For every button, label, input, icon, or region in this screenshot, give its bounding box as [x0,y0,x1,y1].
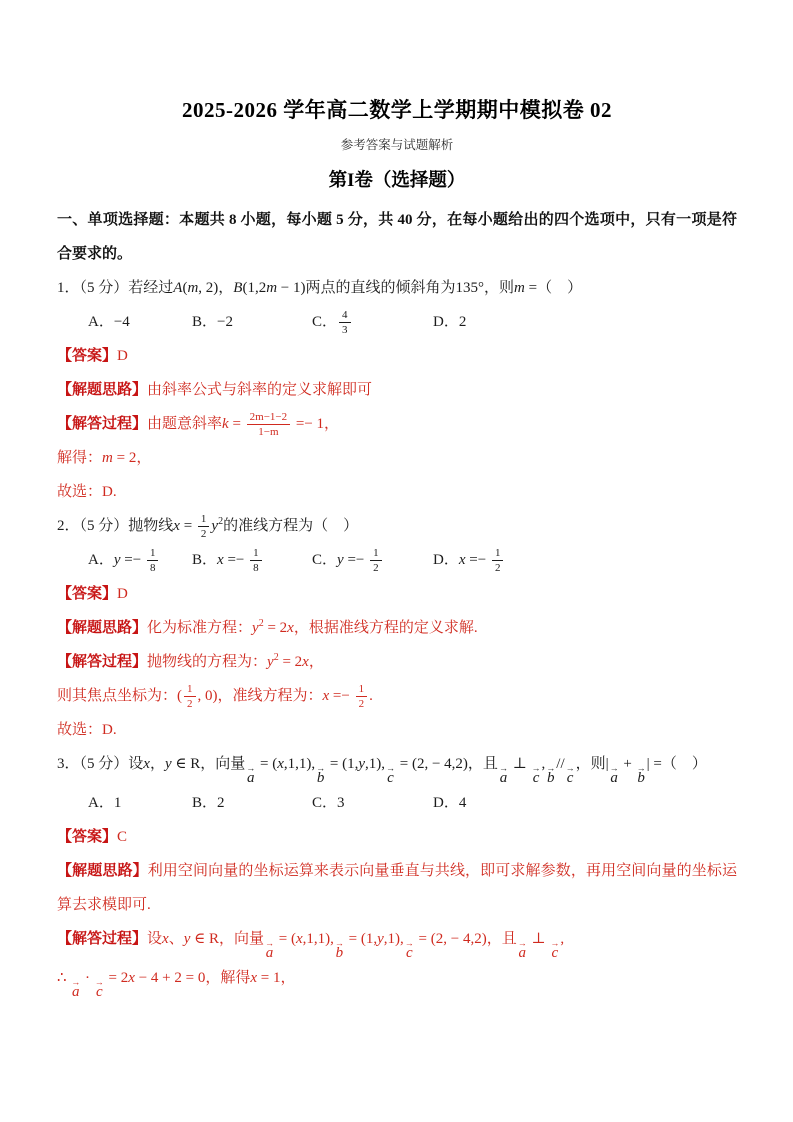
solution-line [57,679,737,713]
option-c: C．3 [312,795,345,811]
section-heading: 第I卷（选择题） [328,171,466,191]
question-block-1 [57,271,737,509]
question-block-3 [57,747,737,1000]
solution-line [57,854,737,922]
answer-line [57,577,737,611]
solution-line [57,961,737,1000]
solution-line [57,713,737,747]
option-d: D．2 [433,314,467,330]
option-a: A．−4 [88,314,130,330]
answer-line [57,820,737,854]
solution-tag: 【解题思路】 [57,620,148,636]
answer-label: 【答案】 [57,586,118,602]
option-a: A．1 [88,795,122,811]
answer-value: C [117,829,128,845]
solution-text: 设x、y ∈ R，向量 → a = (x,1,1), → b = (1,y,1), → c = (2, − 4,2)，且 → a ⊥ → c , [147,931,565,961]
solution-tag: 【解答过程】 [57,931,148,947]
solution-text: 由题意斜率k = $\frac{2m-1-2}{1-m}$ =− 1， [147,411,340,439]
solution-text: 故选：D. [57,484,117,500]
option-c: C． $\frac{4}{3}$ [312,305,433,339]
answer-line [57,339,737,373]
page-title: 2025-2026 学年高二数学上学期期中模拟卷 02 [182,98,612,122]
solution-text: 抛物线的方程为：$y^2 = 2x$， [147,652,324,670]
solution-line [57,922,737,961]
instructions-paragraph: 一、单项选择题：本题共 8 小题，每小题 5 分，共 40 分，在每小题给出的四个选项中，只有一项是符合要求的。 [57,212,737,262]
page-subtitle: 参考答案与试题解析 [340,138,454,152]
option-b: B．x =− $\frac{1}{8}$ [192,543,312,577]
option-c: C．y =− $\frac{1}{2}$ [312,543,433,577]
solution-line [57,645,737,679]
solution-text: 则其焦点坐标为：( $\frac{1}{2}$ , 0)，准线方程为：x =− $\frac{1}{2}$ . [57,683,373,711]
question-block-2 [57,509,737,747]
solution-tag: 【解题思路】 [57,382,148,398]
option-b: B．2 [192,795,225,811]
options-row [88,305,737,339]
options-row [88,786,737,820]
answer-value: D [117,586,128,602]
solution-text: ∴ → a · → c = 2x − 4 + 2 = 0，解得x = 1， [57,970,296,1000]
option-d: D．4 [433,795,467,811]
option-b: B．−2 [192,314,233,330]
solution-text: 解得：m = 2， [57,450,152,466]
option-a: A．y =− $\frac{1}{8}$ [88,543,192,577]
solution-text: 利用空间向量的坐标运算来表示向量垂直与共线，即可求解参数，再用空间向量的坐标运算去求模即可. [57,863,737,913]
options-row [88,543,737,577]
solution-tag: 【解答过程】 [57,654,148,670]
question-stem: 2．（5 分）抛物线x = $\frac{1}{2}$ $y^2$的准线方程为（ ） [57,513,359,541]
solution-line [57,373,737,407]
answer-label: 【答案】 [57,829,118,845]
solution-tag: 【解答过程】 [57,416,148,432]
solution-text: 由斜率公式与斜率的定义求解即可 [147,382,373,398]
option-d: D．x =− $\frac{1}{2}$ [433,543,505,577]
solution-text: 故选：D. [57,722,117,738]
answer-label: 【答案】 [57,348,118,364]
solution-line [57,475,737,509]
solution-line [57,611,737,645]
solution-tag: 【解题思路】 [57,863,148,879]
answer-value: D [117,348,128,364]
solution-line [57,441,737,475]
solution-text: 化为标准方程：$y^2 = 2x$，根据准线方程的定义求解. [147,618,478,636]
question-stem: 3．（5 分）设x，y ∈ R，向量 → a = (x,1,1), → b = (1,y,1), → c = (2, − 4,2)，且 → a ⊥ → c , → b // → c ，则| → a + → b | =（ ） [57,756,707,786]
solution-line [57,407,737,441]
question-stem: 1．（5 分）若经过A(m, 2)，B(1,2m − 1)两点的直线的倾斜角为135°，则m =（ ） [57,280,583,296]
